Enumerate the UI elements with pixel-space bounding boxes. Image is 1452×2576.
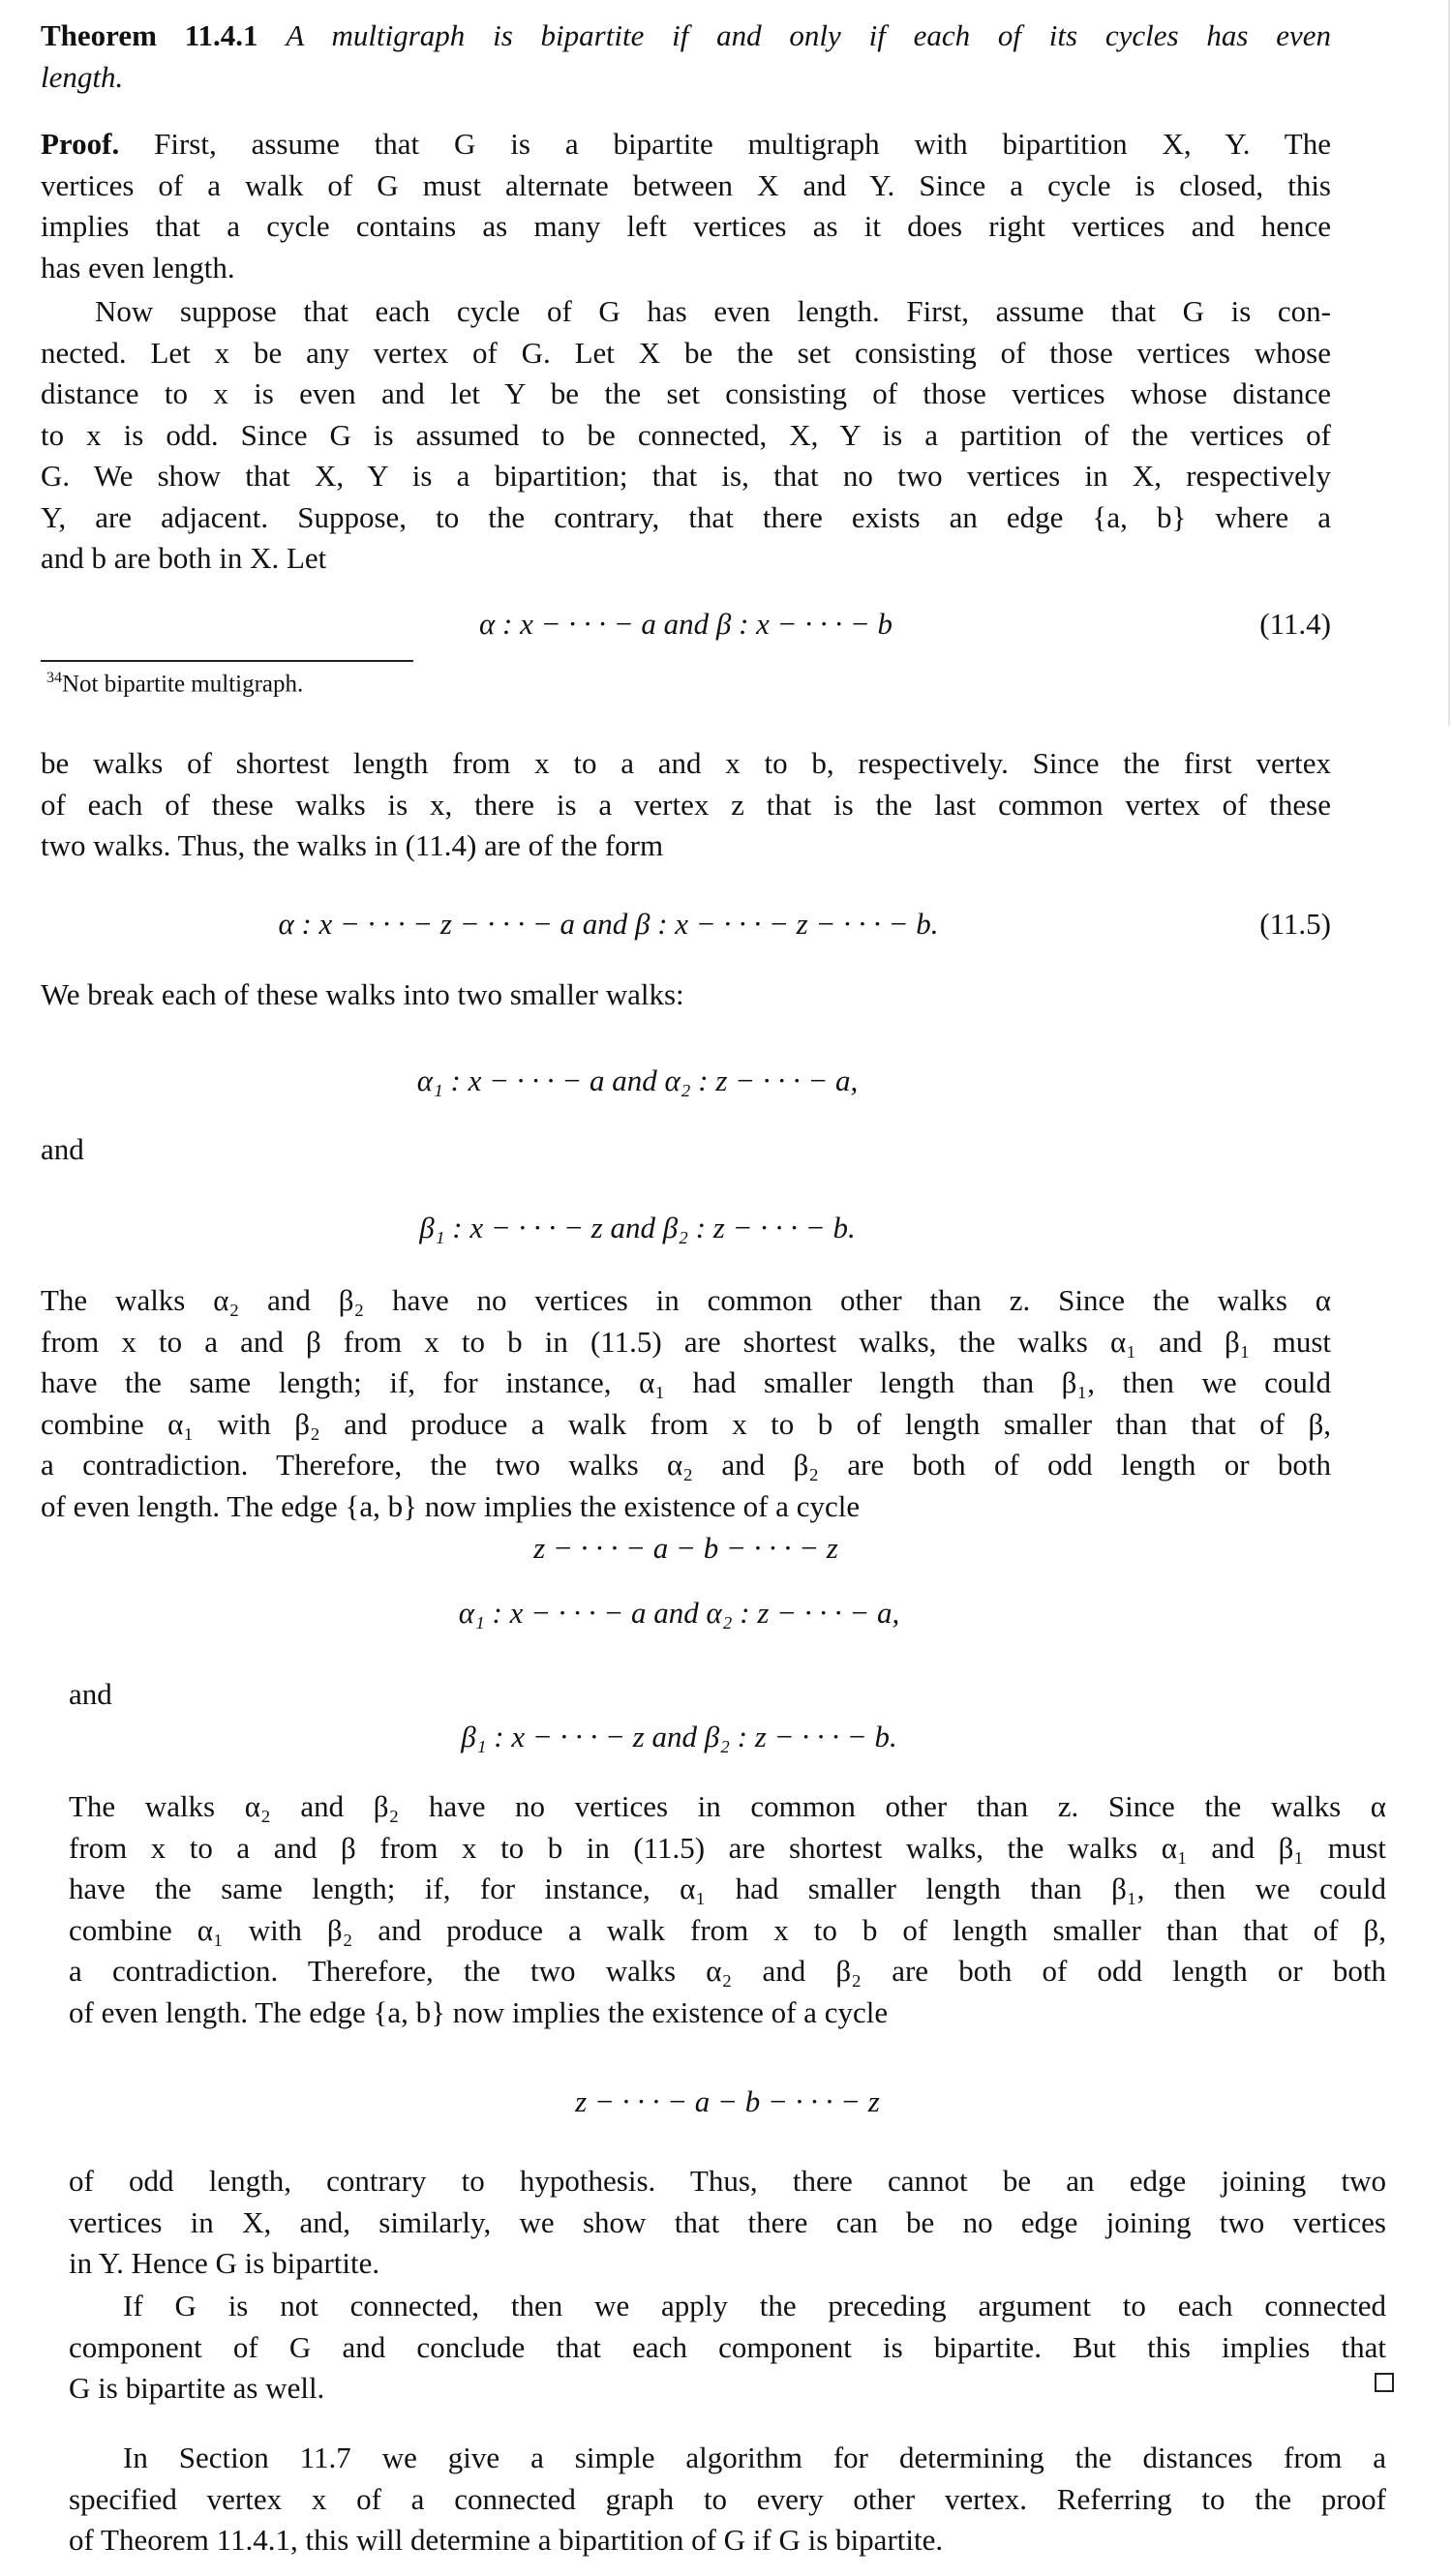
text-line: component of G and conclude that each component is bipartite. But this implies that [69,2329,1386,2364]
text-line: We break each of these walks into two smaller walks: [41,977,684,1011]
equation-text: α : x − · · · − z − · · · − a and β : x − · · · − z − · · · − b. [278,907,939,941]
text-line: distance to x is even and let Y be the set consisting of those vertices whose distance [41,376,1331,410]
equation-11-5 [41,903,1331,945]
text-line: G. We show that X, Y is a bipartition; that is, that no two vertices in X, respectively [41,459,1331,493]
text-line: vertices in X, and, similarly, we show that there can be no edge joining two vertices [69,2204,1386,2239]
paragraph-connected-case [41,291,1331,580]
text-line: a contradiction. Therefore, the two walks α₂ and β₂ are both of odd length or both [69,1954,1386,1988]
page-edge [1448,0,1450,726]
theorem-statement-cont: length. [41,59,124,94]
equation-alpha: α₁ : x − · · · − a and α₂ : z − · · · − a, [416,1063,859,1097]
proof-paragraph [41,124,1331,288]
paragraph-shortest-walks [41,743,1331,867]
text-line: of even length. The edge {a, b} now implies the existence of a cycle [69,1994,889,2029]
equation-beta: β₁ : x − · · · − z and β₂ : z − · · · − b. [419,1211,856,1244]
text-line: be walks of shortest length from x to a and x to b, respectively. Since the first vertex [41,746,1331,780]
footnote-mark: 34 [46,670,62,686]
text-line: have the same length; if, for instance, α₁ had smaller length than β₁, then we could [69,1872,1386,1905]
paragraph-same-length [41,1280,1331,1527]
qed-box-icon [1375,2373,1394,2392]
equation-number: (11.4) [1259,607,1331,641]
text-line: has even length. [41,250,235,285]
paragraph-section-11-7 [69,2438,1386,2561]
proof-label: Proof. [41,127,120,161]
and-word: and [69,1677,112,1711]
text-line: of each of these walks is x, there is a vertex z that is the last common vertex of these [41,787,1331,822]
text-line: The walks α₂ and β₂ have no vertices in common other than z. Since the walks α [69,1789,1386,1823]
text-line: of Theorem 11.4.1, this will determine a bipartition of G if G is bipartite. [69,2523,944,2557]
proof-text: First, assume that G is a bipartite multigraph with bipartition X, Y. The [154,127,1331,161]
text-line: Y, are adjacent. Suppose, to the contrary, that there exists an edge {a, b} where a [41,499,1331,534]
proof-lines [41,165,1331,289]
equation-beta: β₁ : x − · · · − z and β₂ : z − · · · − b. [461,1720,897,1753]
text-line: combine α₁ with β₂ and produce a walk from x to b of length smaller than that of β, [41,1406,1331,1441]
footnote-rule [41,660,413,662]
text-line: from x to a and β from x to b in (11.5) are shortest walks, the walks α₁ and β₁ must [41,1324,1331,1359]
text-line: The walks α₂ and β₂ have no vertices in common other than z. Since the walks α [41,1283,1331,1317]
text-line: G is bipartite as well. [69,2371,325,2405]
text-line: combine α₁ with β₂ and produce a walk from x to b of length smaller than that of β, [69,1912,1386,1947]
text-line: have the same length; if, for instance, α₁ had smaller length than β₁, then we could [41,1365,1331,1399]
theorem [41,15,1331,98]
equation-text: α : x − · · · − a and β : x − · · · − b [478,607,893,641]
text-line: of odd length, contrary to hypothesis. Thus, there cannot be an edge joining two [69,2164,1386,2198]
text-line: a contradiction. Therefore, the two walks α₂ and β₂ are both of odd length or both [41,1448,1331,1482]
paragraph-odd-length [69,2161,1386,2285]
equation-number: (11.5) [1259,907,1331,941]
text-line: In Section 11.7 we give a simple algorithm for determining the distances from a [123,2441,1386,2474]
paragraph-not-connected [69,2286,1386,2410]
equation-alpha: α₁ : x − · · · − a and α₂ : z − · · · − a, [458,1596,900,1630]
text-line: Now suppose that each cycle of G has even length. First, assume that G is con- [95,294,1331,328]
text-line: from x to a and β from x to b in (11.5) are shortest walks, the walks α₁ and β₁ must [69,1830,1386,1865]
and-word: and [41,1132,84,1166]
text-line: nected. Let x be any vertex of G. Let X be the set consisting of those vertices whose [41,335,1331,370]
text-line: of even length. The edge {a, b} now implies the existence of a cycle [41,1488,861,1523]
text-line: vertices of a walk of G must alternate between X and Y. Since a cycle is closed, this [41,167,1331,202]
text-line: two walks. Thus, the walks in (11.4) are of the form [41,828,664,862]
theorem-label: Theorem 11.4.1 [41,18,258,52]
equation-11-4 [41,603,1331,645]
text-line: and b are both in X. Let [41,541,327,575]
equation-cycle: z − · · · − a − b − · · · − z [575,2084,880,2118]
text-line: implies that a cycle contains as many left vertices as it does right vertices and hence [41,209,1331,243]
equation-cycle: z − · · · − a − b − · · · − z [533,1531,838,1565]
text-line: specified vertex x of a connected graph to every other vertex. Referring to the proof [69,2481,1386,2516]
paragraph-same-length [69,1786,1386,2033]
text-line: If G is not connected, then we apply the preceding argument to each connected [123,2289,1386,2322]
theorem-statement: A multigraph is bipartite if and only if each of its cycles has even [286,18,1332,52]
text-line: in Y. Hence G is bipartite. [69,2246,380,2280]
footnote [46,670,1337,698]
footnote-text: Not bipartite multigraph. [62,671,304,698]
text-line: to x is odd. Since G is assumed to be connected, X, Y is a partition of the vertices of [41,417,1331,452]
